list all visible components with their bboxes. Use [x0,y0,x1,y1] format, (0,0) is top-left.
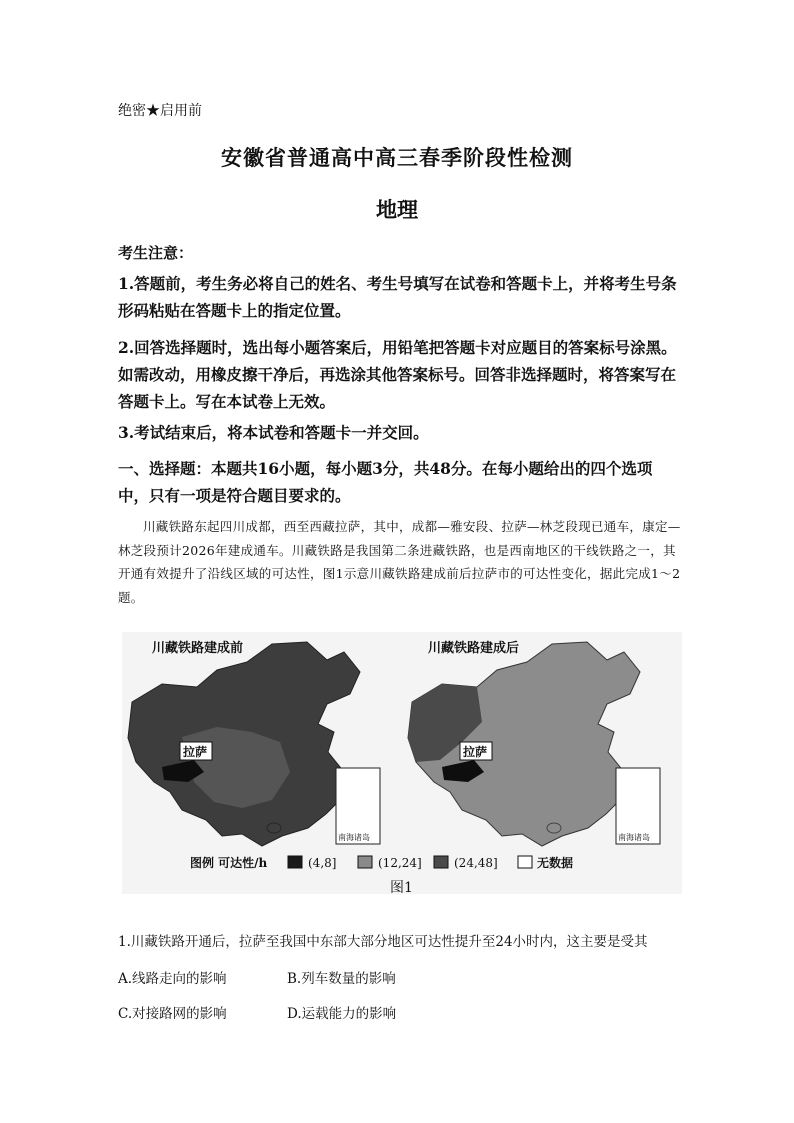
legend-swatch-3 [434,856,448,868]
figure-svg [122,632,682,894]
notice-item-1: 1.答题前，考生务必将自己的姓名、考生号填写在试卷和答题卡上，并将考生号条形码粘贴在答题卡上的指定位置。 [118,274,677,320]
hainan-before [267,823,281,833]
notice-item-2: 2.回答选择题时，选出每小题答案后，用铅笔把答题卡对应题目的答案标号涂黑。如需改动，用橡皮擦干净后，再选涂其他答案标号。回答非选择题时，将答案写在答题卡上。写在本试卷上无效。 [118,338,677,411]
subject-title: 地理 [376,197,418,222]
inset-label-after: 南海诸岛 [618,833,650,842]
legend-item-1: (4,8] [308,856,337,870]
map-after-title: 川藏铁路建成后 [428,641,520,656]
legend-item-4: 无数据 [537,856,574,870]
legend-swatch-4 [518,856,532,868]
figure-1 [122,632,682,894]
legend-title: 图例 可达性/h [190,856,268,870]
question-1-option-c: C.对接路网的影响 [118,1006,227,1022]
notice-heading: 考生注意： [118,244,194,262]
legend-swatch-1 [288,856,302,868]
section-heading: 一、选择题：本题共16小题，每小题3分，共48分。在每小题给出的四个选项中，只有一项是符合题目要求的。 [118,459,653,505]
question-1-option-a: A.线路走向的影响 [118,971,227,987]
inset-label-before: 南海诸岛 [338,833,370,842]
lhasa-label-after: 拉萨 [463,745,488,759]
question-1-stem: 1.川藏铁路开通后，拉萨至我国中东部大部分地区可达性提升至24小时内，这主要是受其 [118,934,648,950]
legend-item-3: (24,48] [454,856,498,870]
figure-caption: 图1 [390,880,413,894]
exam-title: 安徽省普通高中高三春季阶段性检测 [221,145,573,170]
map-before-title: 川藏铁路建成前 [152,641,244,656]
legend-swatch-2 [358,856,372,868]
question-1-option-b: B.列车数量的影响 [287,971,396,987]
lead-passage: 川藏铁路东起四川成都，西至西藏拉萨，其中，成都—雅安段、拉萨—林芝段现已通车，康定—林芝段预计2026年建成通车。川藏铁路是我国第二条进藏铁路，也是西南地区的干线铁路之一，其开通有效提升了沿线区域的可达性，图1示意川藏铁路建成前后拉萨市的可达性变化，据此完成1～2题。 [118,519,681,605]
confidential-label: 绝密★启用前 [118,103,202,119]
legend-item-2: (12,24] [378,856,422,870]
notice-item-3: 3.考试结束后，将本试卷和答题卡一并交回。 [118,423,429,442]
lhasa-label-before: 拉萨 [183,745,208,759]
question-1-option-d: D.运载能力的影响 [287,1006,397,1022]
hainan-after [547,823,561,833]
